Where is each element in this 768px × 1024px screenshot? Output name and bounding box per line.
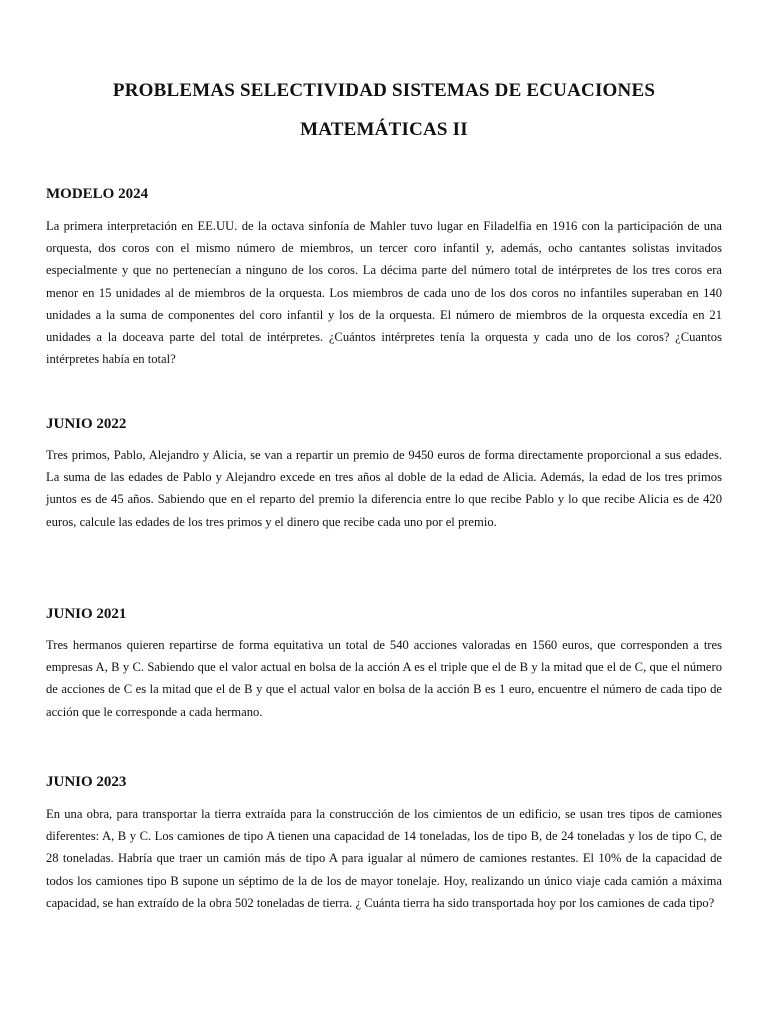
section-heading-junio-2021: JUNIO 2021 xyxy=(46,606,127,622)
section-heading-junio-2022: JUNIO 2022 xyxy=(46,416,127,432)
section-heading-modelo-2024: MODELO 2024 xyxy=(46,186,149,202)
document-subtitle: MATEMÁTICAS II xyxy=(300,119,468,140)
section-text-junio-2022: Tres primos, Pablo, Alejandro y Alicia, se van a repartir un premio de 9450 euros de forma directamente proporcional a sus edades. La suma de las edades de Pablo y Alejandro excede en tres años al doble de la edad de Alicia. Además, la edad de los tres primos juntos es de 45 años. Sabiendo que en el reparto del premio la diferencia entre lo que recibe Pablo y lo que recibe Alicia es de 420 euros, calcule las edades de los tres primos y el dinero que recibe cada uno por el premio. xyxy=(46,448,722,529)
document-title: PROBLEMAS SELECTIVIDAD SISTEMAS DE ECUACIONES xyxy=(112,80,656,101)
section-text-junio-2021: Tres hermanos quieren repartirse de forma equitativa un total de 540 acciones valoradas en 1560 euros, que corresponden a tres empresas A, B y C. Sabiendo que el valor actual en bolsa de la acción A es el triple que el de B y la mitad que el de C, que el número de acciones de C es la mitad que el de B y que el actual valor en bolsa de la acción B es 1 euro, encuentre el número de cada tipo de acción que le corresponde a cada hermano. xyxy=(46,638,722,719)
section-text-modelo-2024: La primera interpretación en EE.UU. de la octava sinfonía de Mahler tuvo lugar en Filadelfia en 1916 con la participación de una orquesta, dos coros con el mismo número de miembros, un tercer coro infantil y, además, ocho cantantes solistas invitados especialmente y que no pertenecían a ninguno de los coros. La décima parte del número total de intérpretes de los tres coros era menor en 15 unidades al de miembros de la orquesta. Los miembros de cada uno de los dos coros no infantiles superaban en 140 unidades a la suma de componentes del coro infantil y los de la orquesta. El número de miembros de la orquesta excedía en 21 unidades a la doceava parte del total de intérpretes. ¿Cuántos intérpretes tenía la orquesta y cada uno de los coros? ¿Cuantos intérpretes había en total? xyxy=(46,219,722,367)
section-text-junio-2023: En una obra, para transportar la tierra extraída para la construcción de los cimientos de un edificio, se usan tres tipos de camiones diferentes: A, B y C. Los camiones de tipo A tienen una capacidad de 14 toneladas, los de tipo B, de 24 toneladas y los de tipo C, de 28 toneladas. Habría que traer un camión más de tipo A para igualar al número de camiones restantes. El 10% de la capacidad de todos los camiones tipo B supone un séptimo de la de los de mayor tonelaje. Hoy, realizando un único viaje cada camión a máxima capacidad, se han extraído de la obra 502 toneladas de tierra. ¿ Cuánta tierra ha sido transportada hoy por los camiones de cada tipo? xyxy=(46,807,722,910)
section-heading-junio-2023: JUNIO 2023 xyxy=(46,774,127,790)
